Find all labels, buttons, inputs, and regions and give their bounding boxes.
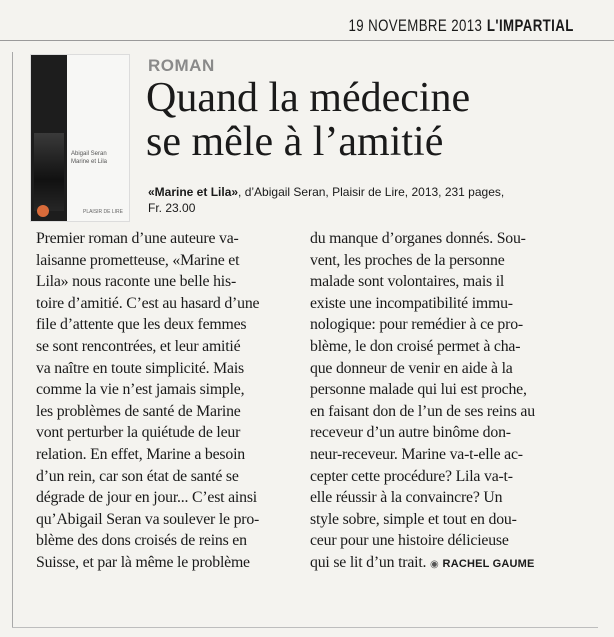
text-line: malade sont volontaires, mais il (310, 273, 505, 291)
text-line: nologique: pour remédier à ce pro- (310, 316, 523, 334)
text-line: blème des dons croisés de reins en (36, 532, 247, 550)
text-line: qu’Abigail Seran va soulever le pro- (36, 510, 260, 528)
text-line: Suisse, et par là même le problème (36, 553, 250, 571)
text-line: d’un rein, car son état de santé se (36, 467, 239, 485)
text-line: relation. En effet, Marine a besoin (36, 445, 245, 463)
masthead (349, 16, 574, 36)
masthead-date: 19 NOVEMBRE 2013 (348, 16, 483, 35)
text-line: vont perturber la quiétude de leur (36, 424, 241, 442)
headline-line-2: se mêle à l’amitié (146, 119, 444, 165)
text-line: comme la vie n’est jamais simple, (36, 381, 245, 399)
text-line: style sobre, simple et tout en dou- (310, 510, 517, 528)
book-title: «Marine et Lila» (148, 185, 239, 199)
text-line: blème, le don croisé permet à cha- (310, 337, 521, 355)
last-line-text: qui se lit d’un trait. (310, 553, 427, 571)
cover-title: Marine et Lila (71, 159, 108, 165)
rubric-label: ROMAN (148, 56, 215, 75)
text-line-last (310, 552, 568, 576)
cover-author: Abigail Seran (71, 151, 107, 157)
text-line: file d’attente que les deux femmes (36, 316, 247, 334)
article-author: RACHEL GAUME (442, 557, 535, 570)
text-line: vent, les proches de la personne (310, 251, 505, 269)
text-line: du manque d’organes donnés. Sou- (310, 230, 526, 247)
text-line: cepter cette procédure? Lila va-t- (310, 467, 513, 485)
book-cover-image (30, 54, 130, 222)
signature-bullet-icon: ◉ (430, 558, 439, 570)
bottom-rule (12, 627, 598, 628)
book-price: Fr. 23.00 (148, 201, 196, 215)
publisher-logo-icon (37, 205, 49, 217)
headline (146, 76, 586, 164)
text-line: les problèmes de santé de Marine (36, 402, 241, 420)
text-line: Lila» nous raconte une belle his- (36, 273, 237, 291)
text-line: Premier roman d’une auteure va- (36, 230, 239, 247)
text-line: laisanne prometteuse, «Marine et (36, 251, 240, 269)
text-line: que donneur de venir en aide à la (310, 359, 513, 377)
text-line: se sont rencontrées, et leur amitié (36, 337, 241, 355)
text-line: neur-receveur. Marine va-t-elle ac- (310, 445, 523, 463)
text-line: receveur d’un autre binôme don- (310, 424, 511, 442)
article-column-left (36, 228, 294, 574)
masthead-paper-name: L'IMPARTIAL (487, 16, 574, 35)
cover-publisher: PLAISIR DE LIRE (82, 209, 123, 215)
left-rule (12, 52, 13, 627)
text-line: en faisant don de l’un de ses reins au (310, 402, 535, 420)
cover-photo (34, 133, 64, 211)
top-rule (0, 40, 614, 41)
article-column-right (310, 228, 568, 576)
text-line: toire d’amitié. C’est au hasard d’une (36, 294, 260, 312)
headline-line-1: Quand la médecine (146, 75, 471, 121)
text-line: ceur pour une histoire délicieuse (310, 532, 509, 550)
text-line: elle réussir à la convaincre? Un (310, 489, 503, 507)
book-details: , d’Abigail Seran, Plaisir de Lire, 2013, 231 pages, (238, 185, 505, 199)
text-line: dégrade de jour en jour... C’est ainsi (36, 489, 257, 507)
text-line: personne malade qui lui est proche, (310, 381, 527, 399)
book-reference (148, 184, 568, 216)
text-line: va naître en toute simplicité. Mais (36, 359, 244, 377)
text-line: existe une incompatibilité immu- (310, 294, 513, 312)
